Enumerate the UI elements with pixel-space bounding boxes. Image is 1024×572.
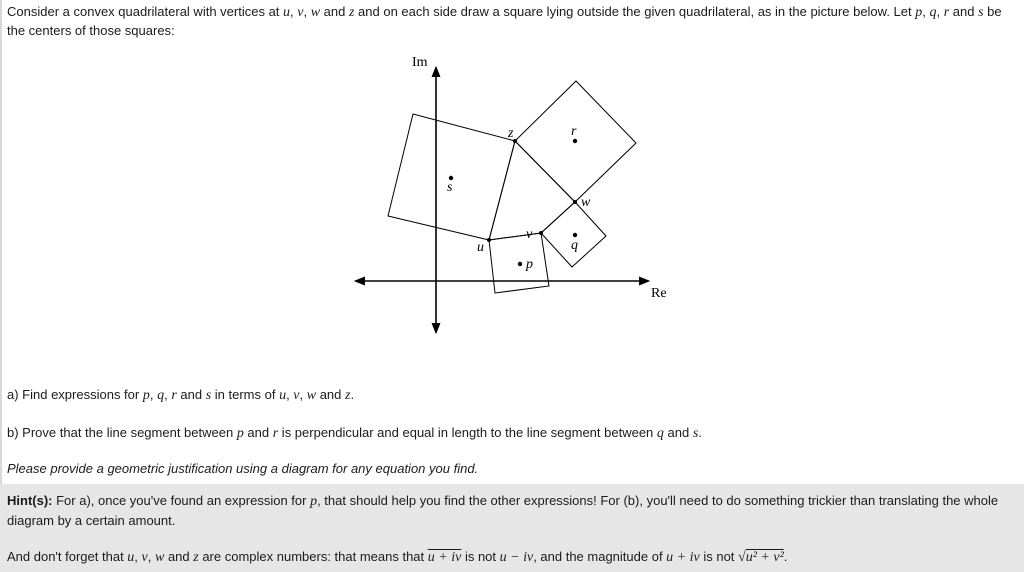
hint-text: Hint(s): For a), once you've found an expression for p, that should help you find the other expressions! For (b), you'll need to do something trickier than translating the whole diagram by a certain amount. (7, 493, 999, 528)
sqrt-symbol: √ (738, 550, 746, 565)
center-r-point (573, 139, 577, 143)
math-q: q (929, 5, 937, 20)
conjugate-expression: u + iv (427, 550, 462, 565)
hint-box (0, 484, 1024, 572)
label-z: z (508, 126, 514, 141)
label-w: w (581, 195, 591, 210)
math-r: r (943, 5, 950, 20)
vertex-z-point (513, 139, 517, 143)
math-z: z (348, 5, 355, 20)
label-r: r (571, 124, 577, 139)
vertex-w-point (573, 200, 577, 204)
math-u: u (283, 5, 291, 20)
vertex-u-point (487, 238, 491, 242)
center-p-point (518, 262, 522, 266)
axis-label-im: Im (412, 55, 428, 70)
complex-number-reminder: And don't forget that u, v, w and z are complex numbers: that means that u + iv is not u − iv, and the magnitude of u + iv is not √u² + v². (7, 549, 788, 565)
axis-label-re: Re (651, 286, 667, 301)
quadrilateral-diagram (350, 48, 690, 348)
hint-label: Hint(s): (7, 493, 53, 508)
vertex-v-point (539, 231, 543, 235)
sqrt-radicand: u² + v² (745, 550, 784, 565)
part-b-text: b) Prove that the line segment between p and r is perpendicular and equal in length to the line segment between q and s. (7, 425, 702, 441)
math-w: w (310, 5, 321, 20)
part-a-text: a) Find expressions for p, q, r and s in terms of u, v, w and z. (7, 387, 355, 403)
label-v: v (526, 227, 533, 242)
math-p: p (915, 5, 923, 20)
label-q: q (571, 238, 578, 253)
question-text: Consider a convex quadrilateral with vertices at u, v, w and z and on each side draw a square lying outside the given quadrilateral, as in the picture below. Let p, q, r and s be the centers of those squares: (7, 4, 1002, 38)
center-q-point (573, 233, 577, 237)
math-v: v (297, 5, 304, 20)
math-s: s (978, 5, 984, 20)
label-u: u (477, 240, 484, 255)
label-s: s (447, 180, 453, 195)
label-p: p (526, 257, 533, 272)
justification-note: Please provide a geometric justification using a diagram for any equation you find. (7, 461, 479, 476)
